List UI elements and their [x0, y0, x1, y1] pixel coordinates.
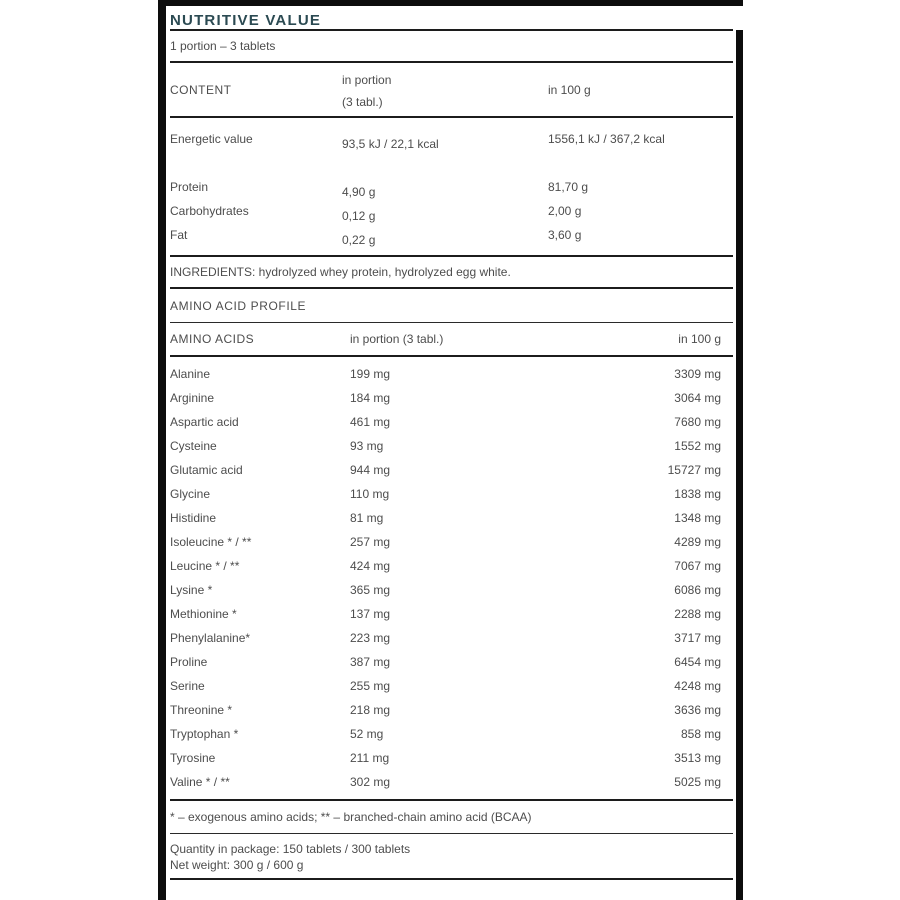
content-table-header	[170, 63, 733, 118]
ingredients-text: INGREDIENTS: hydrolyzed whey protein, hydrolyzed egg white.	[170, 257, 733, 289]
amino-per-portion: 93 mg	[350, 439, 384, 453]
table-row	[170, 506, 733, 530]
table-row	[170, 722, 733, 746]
label-content	[170, 6, 733, 880]
table-row	[170, 770, 733, 794]
amino-per-100g: 7680 mg	[674, 415, 721, 429]
amino-name: Tyrosine	[170, 751, 216, 765]
table-row	[170, 746, 733, 770]
amino-per-portion: 387 mg	[350, 655, 391, 669]
table-row	[170, 482, 733, 506]
amino-name: Arginine	[170, 391, 215, 405]
nutrient-label: Protein	[170, 180, 209, 194]
amino-per-portion: 302 mg	[350, 775, 391, 789]
nutrient-per-portion: 93,5 kJ / 22,1 kcal	[342, 137, 439, 151]
package-quantity: Quantity in package: 150 tablets / 300 tablets	[170, 842, 411, 856]
table-row	[170, 223, 733, 247]
title-section	[170, 6, 733, 31]
table-row	[170, 626, 733, 650]
nutrient-per-100g: 81,70 g	[548, 180, 589, 194]
amino-per-portion: 944 mg	[350, 463, 391, 477]
amino-name: Valine * / **	[170, 775, 230, 789]
amino-section-title: AMINO ACID PROFILE	[170, 289, 733, 323]
amino-header-portion: in portion (3 tabl.)	[350, 332, 444, 346]
page-title: NUTRITIVE VALUE	[170, 12, 322, 29]
package-info	[170, 834, 733, 880]
table-row	[170, 698, 733, 722]
nutrient-label: Carbohydrates	[170, 204, 249, 218]
table-row	[170, 650, 733, 674]
nutrient-label: Energetic value	[170, 132, 253, 146]
amino-per-100g: 15727 mg	[667, 463, 721, 477]
amino-per-100g: 4248 mg	[674, 679, 721, 693]
package-net-weight: Net weight: 300 g / 600 g	[170, 858, 304, 872]
amino-name: Aspartic acid	[170, 415, 239, 429]
amino-per-100g: 7067 mg	[674, 559, 721, 573]
footnote-text: * – exogenous amino acids; ** – branched-chain amino acid (BCAA)	[170, 801, 733, 834]
amino-per-100g: 5025 mg	[674, 775, 721, 789]
amino-name: Serine	[170, 679, 205, 693]
amino-per-portion: 81 mg	[350, 511, 384, 525]
content-header-per100g: in 100 g	[548, 82, 591, 97]
amino-per-portion: 52 mg	[350, 727, 384, 741]
amino-header-per100g: in 100 g	[678, 332, 721, 346]
table-row	[170, 410, 733, 434]
table-row	[170, 554, 733, 578]
amino-per-portion: 218 mg	[350, 703, 391, 717]
amino-per-100g: 6454 mg	[674, 655, 721, 669]
amino-per-portion: 199 mg	[350, 367, 391, 381]
amino-per-100g: 1552 mg	[674, 439, 721, 453]
nutrient-per-100g: 3,60 g	[548, 228, 582, 242]
nutrient-per-100g: 2,00 g	[548, 204, 582, 218]
amino-per-portion: 137 mg	[350, 607, 391, 621]
amino-header-label: AMINO ACIDS	[170, 332, 255, 346]
nutrient-per-portion: 4,90 g	[342, 185, 376, 199]
amino-per-100g: 3636 mg	[674, 703, 721, 717]
amino-name: Tryptophan *	[170, 727, 239, 741]
table-row	[170, 362, 733, 386]
amino-per-100g: 4289 mg	[674, 535, 721, 549]
amino-per-100g: 2288 mg	[674, 607, 721, 621]
amino-per-100g: 3717 mg	[674, 631, 721, 645]
amino-name: Proline	[170, 655, 208, 669]
content-header-portion-line1: in portion	[342, 73, 392, 87]
amino-per-100g: 1348 mg	[674, 511, 721, 525]
amino-per-portion: 110 mg	[350, 487, 390, 501]
amino-name: Threonine *	[170, 703, 233, 717]
amino-table-body	[170, 357, 733, 801]
amino-per-portion: 184 mg	[350, 391, 391, 405]
amino-per-100g: 3513 mg	[674, 751, 721, 765]
nutrient-label: Fat	[170, 228, 188, 242]
nutrient-per-portion: 0,12 g	[342, 209, 376, 223]
table-row	[170, 458, 733, 482]
content-header-label: CONTENT	[170, 82, 232, 97]
amino-name: Glutamic acid	[170, 463, 243, 477]
amino-name: Cysteine	[170, 439, 217, 453]
content-header-portion-line2: (3 tabl.)	[342, 95, 383, 109]
table-row	[170, 175, 733, 199]
table-row	[170, 530, 733, 554]
table-row	[170, 674, 733, 698]
amino-per-100g: 3309 mg	[674, 367, 721, 381]
frame-left-bar	[158, 0, 166, 900]
amino-name: Histidine	[170, 511, 217, 525]
amino-per-portion: 223 mg	[350, 631, 391, 645]
nutrient-per-100g: 1556,1 kJ / 367,2 kcal	[548, 132, 665, 146]
amino-table-header	[170, 323, 733, 357]
amino-per-portion: 211 mg	[350, 751, 390, 765]
nutrient-per-portion: 0,22 g	[342, 233, 376, 247]
portion-note: 1 portion – 3 tablets	[170, 31, 733, 63]
amino-name: Isoleucine * / **	[170, 535, 252, 549]
amino-per-100g: 1838 mg	[674, 487, 721, 501]
table-row	[170, 127, 733, 151]
table-row	[170, 578, 733, 602]
amino-per-portion: 424 mg	[350, 559, 391, 573]
table-row	[170, 434, 733, 458]
content-header-portion	[342, 63, 548, 116]
amino-per-portion: 365 mg	[350, 583, 391, 597]
table-row	[170, 199, 733, 223]
amino-name: Lysine *	[170, 583, 213, 597]
amino-per-portion: 255 mg	[350, 679, 391, 693]
amino-name: Phenylalanine*	[170, 631, 251, 645]
amino-name: Leucine * / **	[170, 559, 240, 573]
content-table-body	[170, 118, 733, 257]
table-row	[170, 386, 733, 410]
frame-right-bar	[736, 30, 743, 900]
amino-per-portion: 257 mg	[350, 535, 391, 549]
amino-per-100g: 858 mg	[680, 727, 721, 741]
amino-per-100g: 3064 mg	[674, 391, 721, 405]
amino-name: Glycine	[170, 487, 211, 501]
row-spacer	[170, 151, 733, 175]
table-row	[170, 602, 733, 626]
amino-per-portion: 461 mg	[350, 415, 391, 429]
amino-per-100g: 6086 mg	[674, 583, 721, 597]
amino-name: Methionine *	[170, 607, 237, 621]
amino-name: Alanine	[170, 367, 211, 381]
